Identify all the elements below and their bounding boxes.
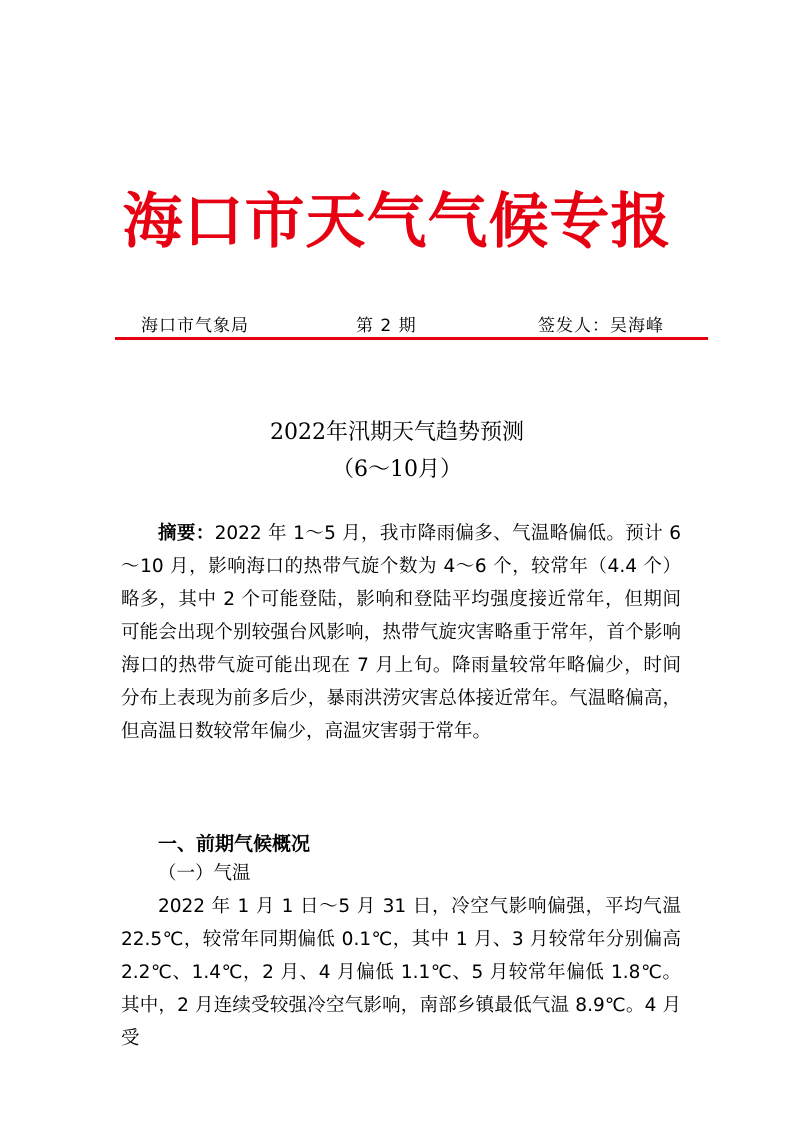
summary-paragraph <box>121 517 681 748</box>
issuer: 海口市气象局 <box>141 316 249 336</box>
signer: 签发人：吴海峰 <box>538 316 664 336</box>
masthead-title: 海口市天气气候专报 <box>122 187 672 257</box>
issue-number: 第 2 期 <box>356 316 417 336</box>
summary-text: 2022 年 1～5 月，我市降雨偏多、气温略偏低。预计 6～10 月，影响海口的热带气旋个数为 4～6 个，较常年（4.4 个）略多，其中 2 个可能登陆，影响和登陆平均强度接近常年，但期间可能会出现个别较强台风影响，热带气旋灾害略重于常年，首个影响海口的热带气旋可能出现在 7 月上旬。降雨量较常年略偏少，时间分布上表现为前多后少，暴雨洪涝灾害总体接近常年。气温略偏高，但高温日数较常年偏少，高温灾害弱于常年。 <box>121 523 681 742</box>
document-subtitle: （6～10月） <box>332 457 462 482</box>
section-heading: 一、前期气候概况 <box>158 833 311 855</box>
temperature-paragraph: 2022 年 1 月 1 日～5 月 31 日，冷空气影响偏强，平均气温 22.5℃，较常年同期偏低 0.1℃，其中 1 月、3 月较常年分别偏高 2.2℃、1.4℃，2 月、4 月偏低 1.1℃、5 月较常年偏低 1.8℃。其中，2 月连续受较强冷空气影响，南部乡镇最低气温 8.9℃。4 月受 <box>121 896 681 1049</box>
summary-label: 摘要： <box>158 523 215 544</box>
subsection-heading: （一）气温 <box>158 863 251 884</box>
document-title: 2022年汛期天气趋势预测 <box>270 420 524 445</box>
red-divider-line <box>115 337 708 340</box>
